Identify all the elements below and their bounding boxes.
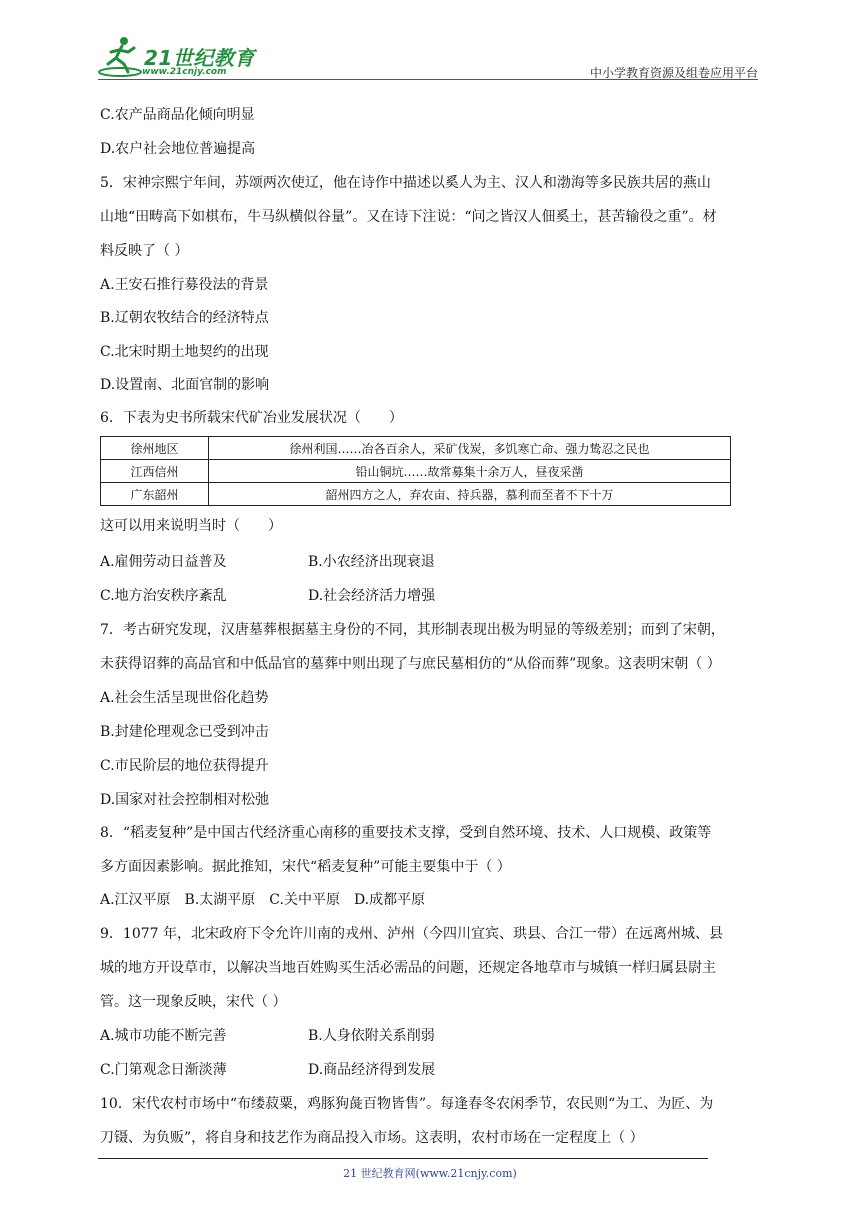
- table-row: [101, 437, 731, 460]
- option-row: [100, 1026, 435, 1046]
- option-line: D.农户社会地位普遍提高: [100, 141, 256, 157]
- option-d: D.商品经济得到发展: [308, 1062, 436, 1078]
- option-line: A.社会生活呈现世俗化趋势: [100, 690, 269, 706]
- option-line: A.王安石推行募役法的背景: [100, 277, 269, 293]
- table-row: [101, 483, 731, 506]
- runner-logo-icon: [98, 34, 144, 78]
- logo-url: www.21cnjy.com: [142, 67, 227, 77]
- mining-table: [100, 436, 731, 506]
- table-cell-region: 徐州地区: [101, 437, 209, 460]
- page-header: [98, 28, 758, 80]
- option-row: [100, 586, 436, 606]
- option-line: A.江汉平原 B.太湖平原 C.关中平原 D.成都平原: [100, 892, 426, 908]
- table-cell-text: 徐州利国……冶各百余人，采矿伐炭，多饥寒亡命、强力鸷忍之民也: [209, 437, 731, 460]
- option-line: C.农产品商品化倾向明显: [100, 107, 255, 123]
- option-line: D.国家对社会控制相对松弛: [100, 792, 270, 808]
- question-10-text: 10．宋代农村市场中“布缕菽粟，鸡豚狗彘百物皆售”。每逢春冬农闲季节，农民则“为工、为匠、为: [100, 1096, 714, 1112]
- question-7-text: 7．考古研究发现，汉唐墓葬根据墓主身份的不同，其形制表现出极为明显的等级差别；而到了宋朝，: [100, 622, 725, 638]
- option-line: B.辽朝农牧结合的经济特点: [100, 310, 269, 326]
- question-9-text: 9．1077 年，北宋政府下令允许川南的戎州、泸州（今四川宜宾、珙县、合江一带）在远离州城、县: [100, 926, 723, 942]
- question-6-text: 6．下表为史书所载宋代矿冶业发展状况（ ）: [100, 410, 403, 426]
- question-10-text: 刀镊、为负贩”，将自身和技艺作为商品投入市场。这表明，农村市场在一定程度上（ ）: [100, 1130, 644, 1146]
- question-8-text: 多方面因素影响。据此推知，宋代“稻麦复种”可能主要集中于（ ）: [100, 859, 511, 875]
- footer-divider: [98, 1158, 708, 1159]
- question-9-text: 管。这一现象反映，宋代（ ）: [100, 994, 287, 1010]
- question-5-text: 山地“田畴高下如棋布，牛马纵横似谷量”。又在诗下注说：“问之皆汉人佃奚土，甚苦输役之重”。材: [100, 209, 717, 225]
- option-line: D.设置南、北面官制的影响: [100, 377, 270, 393]
- page-footer[interactable]: 21 世纪教育网(www.21cnjy.com): [343, 1167, 517, 1180]
- option-b: B.小农经济出现衰退: [308, 554, 435, 570]
- header-divider: [98, 79, 758, 80]
- option-c: C.地方治安秩序紊乱: [100, 588, 227, 604]
- option-d: D.社会经济活力增强: [308, 588, 436, 604]
- logo-text: 21世纪教育: [144, 46, 255, 70]
- option-line: C.市民阶层的地位获得提升: [100, 758, 269, 774]
- site-logo[interactable]: [98, 34, 268, 78]
- question-5-text: 料反映了（ ）: [100, 243, 189, 259]
- table-cell-region: 江西信州: [101, 460, 209, 483]
- option-row: [100, 1060, 436, 1080]
- option-row: [100, 552, 435, 572]
- table-cell-text: 韶州四方之人，弃农亩、持兵器，慕利而至者不下十万: [209, 483, 731, 506]
- option-a: A.雇佣劳动日益普及: [100, 554, 227, 570]
- option-c: C.门第观念日渐淡薄: [100, 1062, 227, 1078]
- option-line: C.北宋时期土地契约的出现: [100, 344, 269, 360]
- table-row: [101, 460, 731, 483]
- question-7-text: 未获得诏葬的高品官和中低品官的墓葬中则出现了与庶民墓相仿的“从俗而葬”现象。这表明宋朝（ ）: [100, 656, 721, 672]
- option-b: B.人身依附关系削弱: [308, 1028, 435, 1044]
- question-9-text: 城的地方开设草市，以解决当地百姓购买生活必需品的问题，还规定各地草市与城镇一样归属县尉主: [100, 960, 716, 976]
- option-line: B.封建伦理观念已受到冲击: [100, 724, 269, 740]
- question-6-prompt: 这可以用来说明当时（ ）: [100, 518, 282, 534]
- table-cell-text: 铅山铜坑……故常募集十余万人，昼夜采凿: [209, 460, 731, 483]
- table-cell-region: 广东韶州: [101, 483, 209, 506]
- question-8-text: 8．“稻麦复种”是中国古代经济重心南移的重要技术支撑，受到自然环境、技术、人口规模、政策等: [100, 825, 712, 841]
- option-a: A.城市功能不断完善: [100, 1028, 227, 1044]
- question-5-text: 5．宋神宗熙宁年间，苏颂两次使辽，他在诗作中描述以奚人为主、汉人和渤海等多民族共居的燕山: [100, 175, 711, 191]
- platform-name: 中小学教育资源及组卷应用平台: [589, 66, 758, 80]
